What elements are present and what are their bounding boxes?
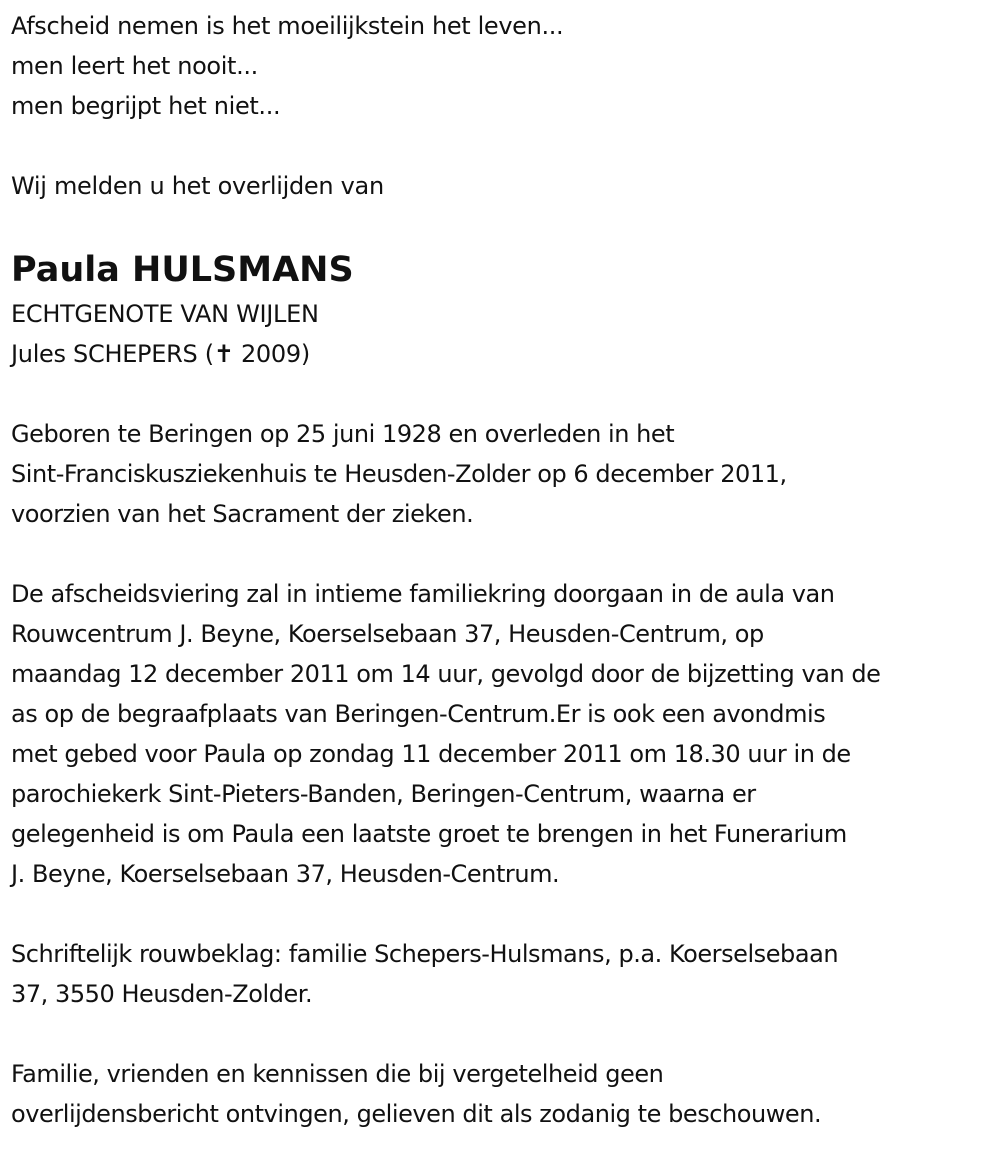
paragraph-line: Geboren te Beringen op 25 juni 1928 en overleden in het [11,420,675,448]
obituary-notice [11,6,993,1134]
intro-line: men begrijpt het niet... [11,92,281,120]
relation-text: ECHTGENOTE VAN WIJLEN [11,300,319,328]
paragraph-line: maandag 12 december 2011 om 14 uur, gevolgd door de bijzetting van de [11,660,881,688]
deceased-name: Paula HULSMANS [11,250,354,290]
paragraph-line: gelegenheid is om Paula een laatste groet te brengen in het Funerarium [11,820,847,848]
closing-paragraph [11,1054,993,1134]
paragraph-line: Schriftelijk rouwbeklag: familie Schepers-Hulsmans, p.a. Koerselsebaan [11,940,839,968]
birth-death-paragraph [11,414,993,534]
spacer [11,894,993,934]
paragraph-line: met gebed voor Paula op zondag 11 december 2011 om 18.30 uur in de [11,740,851,768]
spouse-name: Jules SCHEPERS ( [11,340,214,368]
spacer [11,534,993,574]
intro-poem [11,6,993,126]
paragraph-line: overlijdensbericht ontvingen, gelieven dit als zodanig te beschouwen. [11,1100,822,1128]
spacer [11,1014,993,1054]
paragraph-line: Sint-Franciskusziekenhuis te Heusden-Zolder op 6 december 2011, [11,460,787,488]
paragraph-line: De afscheidsviering zal in intieme familiekring doorgaan in de aula van [11,580,835,608]
paragraph-line: Familie, vrienden en kennissen die bij vergetelheid geen [11,1060,664,1088]
spacer [11,206,993,246]
spacer [11,374,993,414]
cross-icon: ✝ [213,340,234,368]
paragraph-line: 37, 3550 Heusden-Zolder. [11,980,313,1008]
paragraph-line: as op de begraafplaats van Beringen-Centrum.Er is ook een avondmis [11,700,826,728]
spouse-line [11,334,993,374]
paragraph-line: parochiekerk Sint-Pieters-Banden, Beringen-Centrum, waarna er [11,780,756,808]
condolences-paragraph [11,934,993,1014]
intro-line: Afscheid nemen is het moeilijkstein het leven... [11,12,564,40]
spouse-death-year: 2009) [233,340,310,368]
paragraph-line: Rouwcentrum J. Beyne, Koerselsebaan 37, Heusden-Centrum, op [11,620,764,648]
paragraph-line: voorzien van het Sacrament der zieken. [11,500,474,528]
spacer [11,126,993,166]
intro-line: men leert het nooit... [11,52,258,80]
paragraph-line: J. Beyne, Koerselsebaan 37, Heusden-Centrum. [11,860,560,888]
ceremony-paragraph [11,574,993,894]
announcement-text: Wij melden u het overlijden van [11,172,384,200]
